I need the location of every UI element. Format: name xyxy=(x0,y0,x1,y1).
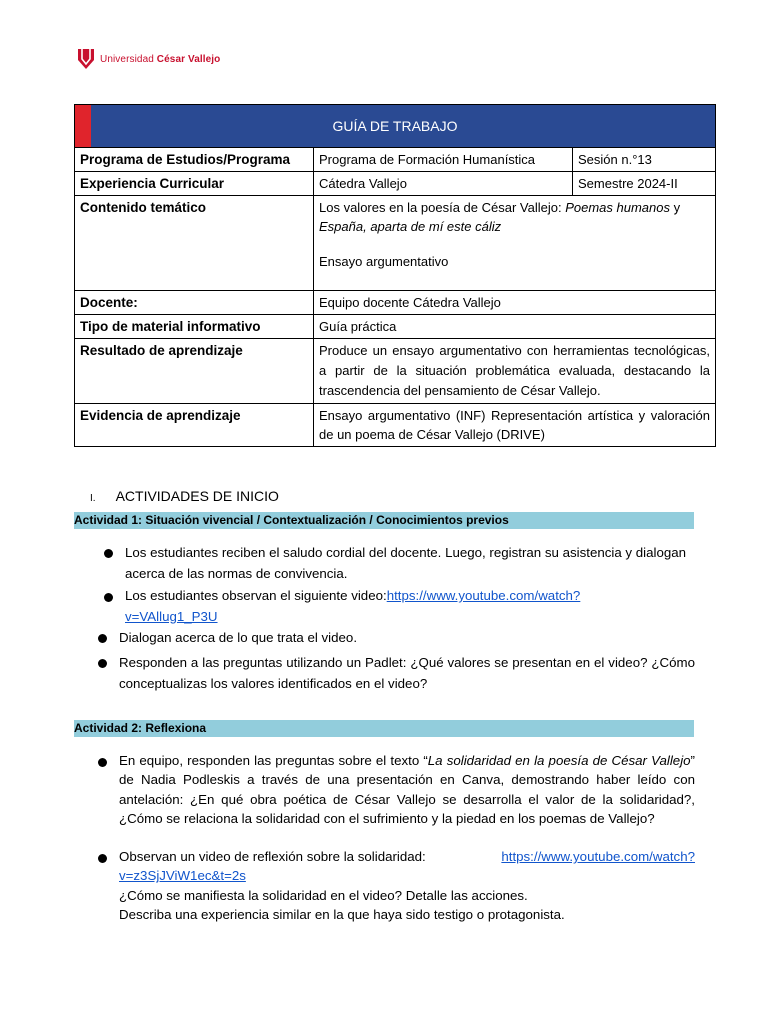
question-1: ¿Cómo se manifiesta la solidaridad en el video? Detalle las acciones. xyxy=(119,887,528,903)
program-value: Programa de Formación Humanística xyxy=(314,148,573,172)
guide-header xyxy=(75,105,716,148)
ucv-shield-icon xyxy=(78,49,94,69)
guide-table xyxy=(74,104,716,447)
result-label: Resultado de aprendizaje xyxy=(75,339,314,404)
content-value: Los valores en la poesía de César Vallejo: Poemas humanos y España, aparta de mí este cáliz Ensayo argumentativo xyxy=(314,196,716,291)
material-label: Tipo de material informativo xyxy=(75,315,314,339)
bullet-icon xyxy=(104,593,113,602)
guide-title: GUÍA DE TRABAJO xyxy=(332,118,458,134)
activity1-bar: Actividad 1: Situación vivencial / Contextualización / Conocimientos previos xyxy=(74,512,694,529)
experience-label: Experiencia Curricular xyxy=(75,172,314,196)
activity2-bar: Actividad 2: Reflexiona xyxy=(74,720,694,737)
list-item: Dialogan acerca de lo que trata el video. xyxy=(119,627,695,648)
teacher-value: Equipo docente Cátedra Vallejo xyxy=(314,291,716,315)
evidence-value: Ensayo argumentativo (INF) Representación artística y valoración de un poema de César Vallejo (DRIVE) xyxy=(314,404,716,447)
section-title: ACTIVIDADES DE INICIO xyxy=(115,488,279,504)
experience-value: Cátedra Vallejo xyxy=(314,172,573,196)
university-logo xyxy=(78,49,220,69)
university-name: Universidad César Vallejo xyxy=(100,53,221,65)
video-link-2[interactable]: https://www.youtube.com/watch? xyxy=(501,849,695,864)
session-value: Sesión n.°13 xyxy=(573,148,716,172)
section-heading xyxy=(90,488,279,504)
list-item: Los estudiantes observan el siguiente video:https://www.youtube.com/watch? v=VAllug1_P3U xyxy=(125,585,695,627)
list-item: Responden a las preguntas utilizando un Padlet: ¿Qué valores se presentan en el video? ¿Cómo conceptualizas los valores identificados en el video? xyxy=(119,652,695,694)
semester-value: Semestre 2024-II xyxy=(573,172,716,196)
bullet-icon xyxy=(98,634,107,643)
bullet-icon xyxy=(104,549,113,558)
bullet-icon xyxy=(98,659,107,668)
video-link-1-cont[interactable]: v=VAllug1_P3U xyxy=(125,609,218,624)
video-link-1[interactable]: https://www.youtube.com/watch? xyxy=(386,588,581,603)
content-label: Contenido temático xyxy=(75,196,314,291)
question-2: Describa una experiencia similar en la que haya sido testigo o protagonista. xyxy=(119,907,565,923)
bullet-icon xyxy=(98,758,107,767)
teacher-label: Docente: xyxy=(75,291,314,315)
header-red-accent xyxy=(75,105,91,147)
video-link-2-cont[interactable]: v=z3SjJViW1ec&t=2s xyxy=(119,868,246,884)
program-label: Programa de Estudios/Programa xyxy=(75,148,314,172)
section-number: I. xyxy=(90,493,96,504)
material-value: Guía práctica xyxy=(314,315,716,339)
evidence-label: Evidencia de aprendizaje xyxy=(75,404,314,447)
list-item: Los estudiantes reciben el saludo cordial del docente. Luego, registran su asistencia y dialogan acerca de las normas de convivencia. xyxy=(125,542,695,584)
list-item: En equipo, responden las preguntas sobre el texto “La solidaridad en la poesía de César Vallejo” de Nadia Podleskis a través de una presentación en Canva, demostrando haber leído con antelación: ¿En qué obra poética de César Vallejo se desarrolla el valor de la solidaridad?, ¿Cómo se relaciona la solidaridad con el sufrimiento y la piedad en los poemas de Vallejo? xyxy=(119,751,695,829)
result-value: Produce un ensayo argumentativo con herramientas tecnológicas, a partir de la situación problemática evaluada, destacando la trascendencia del pensamiento de César Vallejo. xyxy=(314,339,716,404)
list-item: Observan un video de reflexión sobre la solidaridad: https://www.youtube.com/watch? v=z3SjJViW1ec&t=2s ¿Cómo se manifiesta la solidaridad en el video? Detalle las acciones. Describa una experiencia similar en la que haya sido testigo o protagonista. xyxy=(119,847,695,925)
bullet-icon xyxy=(98,854,107,863)
